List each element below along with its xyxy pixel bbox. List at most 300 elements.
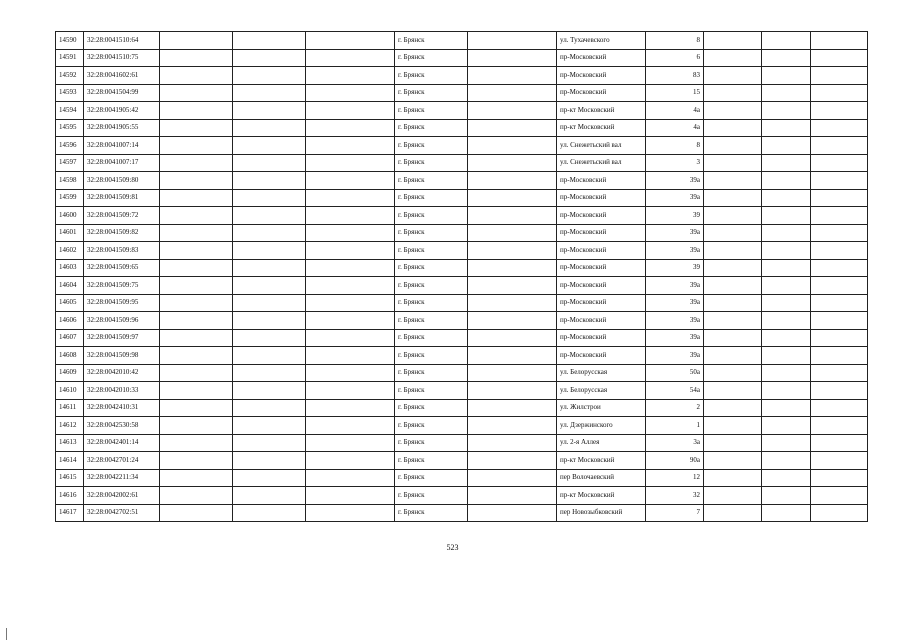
empty-cell xyxy=(704,434,762,452)
row-number-cell: 14601 xyxy=(56,224,84,242)
empty-cell xyxy=(762,382,811,400)
empty-cell xyxy=(762,504,811,522)
street-cell: пр-Московский xyxy=(557,172,646,190)
empty-cell xyxy=(811,172,868,190)
table-row xyxy=(56,32,868,50)
empty-cell xyxy=(468,277,557,295)
empty-cell xyxy=(811,32,868,50)
empty-cell xyxy=(704,67,762,85)
table-body xyxy=(56,32,868,522)
row-number-cell: 14593 xyxy=(56,84,84,102)
empty-cell xyxy=(762,277,811,295)
empty-cell xyxy=(811,452,868,470)
table-row xyxy=(56,67,868,85)
table-row xyxy=(56,504,868,522)
empty-cell xyxy=(811,119,868,137)
empty-cell xyxy=(306,364,395,382)
house-number-cell: 4а xyxy=(646,102,704,120)
empty-cell xyxy=(811,417,868,435)
empty-cell xyxy=(160,207,233,225)
empty-cell xyxy=(233,277,306,295)
empty-cell xyxy=(160,259,233,277)
cadastral-number-cell: 32:28:0042702:51 xyxy=(84,504,160,522)
city-cell: г. Брянск xyxy=(395,189,468,207)
empty-cell xyxy=(160,67,233,85)
street-cell: пр-Московский xyxy=(557,294,646,312)
cadastral-number-cell: 32:28:0041509:81 xyxy=(84,189,160,207)
empty-cell xyxy=(306,172,395,190)
empty-cell xyxy=(704,119,762,137)
empty-cell xyxy=(762,224,811,242)
empty-cell xyxy=(704,32,762,50)
empty-cell xyxy=(762,452,811,470)
city-cell: г. Брянск xyxy=(395,84,468,102)
house-number-cell: 39а xyxy=(646,347,704,365)
empty-cell xyxy=(160,189,233,207)
empty-cell xyxy=(468,189,557,207)
house-number-cell: 2 xyxy=(646,399,704,417)
empty-cell xyxy=(468,504,557,522)
city-cell: г. Брянск xyxy=(395,487,468,505)
street-cell: ул. 2-я Аллея xyxy=(557,434,646,452)
house-number-cell: 3 xyxy=(646,154,704,172)
empty-cell xyxy=(306,504,395,522)
empty-cell xyxy=(306,32,395,50)
row-number-cell: 14594 xyxy=(56,102,84,120)
empty-cell xyxy=(468,452,557,470)
row-number-cell: 14608 xyxy=(56,347,84,365)
empty-cell xyxy=(306,67,395,85)
empty-cell xyxy=(811,259,868,277)
empty-cell xyxy=(762,32,811,50)
cadastral-number-cell: 32:28:0041509:83 xyxy=(84,242,160,260)
empty-cell xyxy=(468,119,557,137)
empty-cell xyxy=(704,417,762,435)
empty-cell xyxy=(233,347,306,365)
cadastral-number-cell: 32:28:0042002:61 xyxy=(84,487,160,505)
table-row xyxy=(56,399,868,417)
table-row xyxy=(56,84,868,102)
empty-cell xyxy=(468,224,557,242)
table-row xyxy=(56,259,868,277)
row-number-cell: 14597 xyxy=(56,154,84,172)
empty-cell xyxy=(233,259,306,277)
empty-cell xyxy=(160,154,233,172)
empty-cell xyxy=(762,119,811,137)
empty-cell xyxy=(704,137,762,155)
table-row xyxy=(56,224,868,242)
empty-cell xyxy=(233,189,306,207)
empty-cell xyxy=(306,277,395,295)
house-number-cell: 39а xyxy=(646,224,704,242)
street-cell: пр-Московский xyxy=(557,49,646,67)
table-row xyxy=(56,364,868,382)
row-number-cell: 14592 xyxy=(56,67,84,85)
empty-cell xyxy=(160,172,233,190)
cadastral-number-cell: 32:28:0041007:17 xyxy=(84,154,160,172)
cadastral-number-cell: 32:28:0041509:97 xyxy=(84,329,160,347)
scan-edge-mark xyxy=(6,628,7,640)
empty-cell xyxy=(160,469,233,487)
row-number-cell: 14607 xyxy=(56,329,84,347)
empty-cell xyxy=(306,102,395,120)
house-number-cell: 15 xyxy=(646,84,704,102)
empty-cell xyxy=(233,32,306,50)
row-number-cell: 14590 xyxy=(56,32,84,50)
empty-cell xyxy=(762,172,811,190)
empty-cell xyxy=(233,119,306,137)
empty-cell xyxy=(306,137,395,155)
empty-cell xyxy=(762,189,811,207)
empty-cell xyxy=(233,364,306,382)
empty-cell xyxy=(704,347,762,365)
empty-cell xyxy=(306,329,395,347)
empty-cell xyxy=(704,259,762,277)
empty-cell xyxy=(233,67,306,85)
cadastral-number-cell: 32:28:0042530:58 xyxy=(84,417,160,435)
city-cell: г. Брянск xyxy=(395,364,468,382)
street-cell: ул. Снежетьский вал xyxy=(557,154,646,172)
table-row xyxy=(56,434,868,452)
street-cell: пр-кт Московский xyxy=(557,119,646,137)
empty-cell xyxy=(762,242,811,260)
row-number-cell: 14617 xyxy=(56,504,84,522)
street-cell: пр-Московский xyxy=(557,259,646,277)
empty-cell xyxy=(160,312,233,330)
empty-cell xyxy=(811,67,868,85)
empty-cell xyxy=(811,294,868,312)
cadastral-number-cell: 32:28:0041509:98 xyxy=(84,347,160,365)
empty-cell xyxy=(811,434,868,452)
empty-cell xyxy=(704,224,762,242)
table-row xyxy=(56,329,868,347)
empty-cell xyxy=(160,347,233,365)
empty-cell xyxy=(704,172,762,190)
cadastral-number-cell: 32:28:0041007:14 xyxy=(84,137,160,155)
city-cell: г. Брянск xyxy=(395,67,468,85)
empty-cell xyxy=(704,312,762,330)
city-cell: г. Брянск xyxy=(395,32,468,50)
empty-cell xyxy=(762,312,811,330)
cadastral-number-cell: 32:28:0041509:96 xyxy=(84,312,160,330)
house-number-cell: 8 xyxy=(646,137,704,155)
row-number-cell: 14604 xyxy=(56,277,84,295)
empty-cell xyxy=(704,242,762,260)
empty-cell xyxy=(704,329,762,347)
row-number-cell: 14614 xyxy=(56,452,84,470)
house-number-cell: 54а xyxy=(646,382,704,400)
row-number-cell: 14591 xyxy=(56,49,84,67)
empty-cell xyxy=(233,294,306,312)
empty-cell xyxy=(762,364,811,382)
city-cell: г. Брянск xyxy=(395,242,468,260)
empty-cell xyxy=(233,487,306,505)
house-number-cell: 83 xyxy=(646,67,704,85)
empty-cell xyxy=(468,137,557,155)
cadastral-number-cell: 32:28:0041510:64 xyxy=(84,32,160,50)
street-cell: ул. Дзержинского xyxy=(557,417,646,435)
cadastral-number-cell: 32:28:0041504:99 xyxy=(84,84,160,102)
empty-cell xyxy=(468,259,557,277)
cadastral-number-cell: 32:28:0042010:42 xyxy=(84,364,160,382)
empty-cell xyxy=(306,434,395,452)
empty-cell xyxy=(468,49,557,67)
empty-cell xyxy=(306,259,395,277)
empty-cell xyxy=(160,399,233,417)
empty-cell xyxy=(468,294,557,312)
empty-cell xyxy=(762,417,811,435)
row-number-cell: 14600 xyxy=(56,207,84,225)
empty-cell xyxy=(306,207,395,225)
empty-cell xyxy=(811,242,868,260)
house-number-cell: 39а xyxy=(646,189,704,207)
empty-cell xyxy=(160,504,233,522)
house-number-cell: 39а xyxy=(646,172,704,190)
table-row xyxy=(56,137,868,155)
row-number-cell: 14615 xyxy=(56,469,84,487)
empty-cell xyxy=(160,32,233,50)
city-cell: г. Брянск xyxy=(395,154,468,172)
street-cell: ул. Снежетьский вал xyxy=(557,137,646,155)
empty-cell xyxy=(811,207,868,225)
table-row xyxy=(56,189,868,207)
empty-cell xyxy=(811,224,868,242)
house-number-cell: 32 xyxy=(646,487,704,505)
row-number-cell: 14599 xyxy=(56,189,84,207)
empty-cell xyxy=(233,84,306,102)
cadastral-number-cell: 32:28:0041510:75 xyxy=(84,49,160,67)
house-number-cell: 1 xyxy=(646,417,704,435)
empty-cell xyxy=(306,399,395,417)
empty-cell xyxy=(233,399,306,417)
empty-cell xyxy=(233,504,306,522)
city-cell: г. Брянск xyxy=(395,329,468,347)
empty-cell xyxy=(704,452,762,470)
cadastral-number-cell: 32:28:0041509:95 xyxy=(84,294,160,312)
empty-cell xyxy=(811,84,868,102)
empty-cell xyxy=(811,137,868,155)
house-number-cell: 39 xyxy=(646,207,704,225)
table-row xyxy=(56,487,868,505)
empty-cell xyxy=(811,504,868,522)
house-number-cell: 12 xyxy=(646,469,704,487)
empty-cell xyxy=(233,312,306,330)
empty-cell xyxy=(468,154,557,172)
empty-cell xyxy=(811,382,868,400)
empty-cell xyxy=(306,312,395,330)
empty-cell xyxy=(811,364,868,382)
empty-cell xyxy=(704,207,762,225)
empty-cell xyxy=(468,347,557,365)
city-cell: г. Брянск xyxy=(395,399,468,417)
row-number-cell: 14609 xyxy=(56,364,84,382)
row-number-cell: 14595 xyxy=(56,119,84,137)
empty-cell xyxy=(468,469,557,487)
empty-cell xyxy=(160,242,233,260)
city-cell: г. Брянск xyxy=(395,172,468,190)
cadastral-number-cell: 32:28:0041905:42 xyxy=(84,102,160,120)
row-number-cell: 14616 xyxy=(56,487,84,505)
empty-cell xyxy=(811,469,868,487)
empty-cell xyxy=(160,119,233,137)
empty-cell xyxy=(704,469,762,487)
house-number-cell: 39а xyxy=(646,277,704,295)
empty-cell xyxy=(762,329,811,347)
empty-cell xyxy=(160,417,233,435)
house-number-cell: 6 xyxy=(646,49,704,67)
street-cell: пр-Московский xyxy=(557,84,646,102)
empty-cell xyxy=(762,207,811,225)
street-cell: пр-Московский xyxy=(557,312,646,330)
empty-cell xyxy=(811,312,868,330)
empty-cell xyxy=(468,417,557,435)
empty-cell xyxy=(306,417,395,435)
empty-cell xyxy=(762,84,811,102)
registry-table xyxy=(55,31,868,522)
city-cell: г. Брянск xyxy=(395,207,468,225)
empty-cell xyxy=(762,67,811,85)
empty-cell xyxy=(704,364,762,382)
table-row xyxy=(56,154,868,172)
empty-cell xyxy=(160,277,233,295)
empty-cell xyxy=(704,84,762,102)
street-cell: ул. Белорусская xyxy=(557,364,646,382)
city-cell: г. Брянск xyxy=(395,102,468,120)
empty-cell xyxy=(306,49,395,67)
empty-cell xyxy=(160,434,233,452)
cadastral-number-cell: 32:28:0041509:65 xyxy=(84,259,160,277)
city-cell: г. Брянск xyxy=(395,469,468,487)
house-number-cell: 39а xyxy=(646,329,704,347)
street-cell: пр-кт Московский xyxy=(557,452,646,470)
empty-cell xyxy=(306,224,395,242)
empty-cell xyxy=(233,417,306,435)
empty-cell xyxy=(233,242,306,260)
row-number-cell: 14603 xyxy=(56,259,84,277)
street-cell: пер Новозыбковский xyxy=(557,504,646,522)
house-number-cell: 90а xyxy=(646,452,704,470)
street-cell: пр-кт Московский xyxy=(557,102,646,120)
street-cell: пер Волочаевский xyxy=(557,469,646,487)
empty-cell xyxy=(306,294,395,312)
empty-cell xyxy=(160,102,233,120)
empty-cell xyxy=(704,294,762,312)
empty-cell xyxy=(160,137,233,155)
empty-cell xyxy=(762,102,811,120)
street-cell: пр-кт Московский xyxy=(557,487,646,505)
empty-cell xyxy=(160,49,233,67)
page-number: 523 xyxy=(446,543,459,552)
empty-cell xyxy=(160,294,233,312)
empty-cell xyxy=(704,399,762,417)
empty-cell xyxy=(704,487,762,505)
street-cell: ул. Белорусская xyxy=(557,382,646,400)
empty-cell xyxy=(811,329,868,347)
table-row xyxy=(56,347,868,365)
empty-cell xyxy=(306,452,395,470)
cadastral-number-cell: 32:28:0041509:80 xyxy=(84,172,160,190)
table-row xyxy=(56,207,868,225)
table-row xyxy=(56,172,868,190)
cadastral-number-cell: 32:28:0041602:61 xyxy=(84,67,160,85)
city-cell: г. Брянск xyxy=(395,434,468,452)
empty-cell xyxy=(762,469,811,487)
empty-cell xyxy=(811,102,868,120)
empty-cell xyxy=(704,49,762,67)
city-cell: г. Брянск xyxy=(395,49,468,67)
empty-cell xyxy=(811,49,868,67)
street-cell: пр-Московский xyxy=(557,329,646,347)
empty-cell xyxy=(762,434,811,452)
house-number-cell: 39а xyxy=(646,294,704,312)
row-number-cell: 14610 xyxy=(56,382,84,400)
cadastral-number-cell: 32:28:0041509:75 xyxy=(84,277,160,295)
cadastral-number-cell: 32:28:0041905:55 xyxy=(84,119,160,137)
house-number-cell: 3а xyxy=(646,434,704,452)
empty-cell xyxy=(468,172,557,190)
city-cell: г. Брянск xyxy=(395,259,468,277)
empty-cell xyxy=(704,154,762,172)
cadastral-number-cell: 32:28:0042401:14 xyxy=(84,434,160,452)
row-number-cell: 14602 xyxy=(56,242,84,260)
city-cell: г. Брянск xyxy=(395,119,468,137)
row-number-cell: 14606 xyxy=(56,312,84,330)
empty-cell xyxy=(762,294,811,312)
row-number-cell: 14612 xyxy=(56,417,84,435)
empty-cell xyxy=(233,49,306,67)
empty-cell xyxy=(233,137,306,155)
empty-cell xyxy=(306,382,395,400)
empty-cell xyxy=(704,102,762,120)
empty-cell xyxy=(468,207,557,225)
empty-cell xyxy=(762,399,811,417)
house-number-cell: 50а xyxy=(646,364,704,382)
street-cell: пр-Московский xyxy=(557,207,646,225)
house-number-cell: 8 xyxy=(646,32,704,50)
city-cell: г. Брянск xyxy=(395,277,468,295)
table-row xyxy=(56,312,868,330)
city-cell: г. Брянск xyxy=(395,504,468,522)
table-row xyxy=(56,382,868,400)
empty-cell xyxy=(468,32,557,50)
empty-cell xyxy=(306,119,395,137)
table-row xyxy=(56,417,868,435)
empty-cell xyxy=(468,434,557,452)
city-cell: г. Брянск xyxy=(395,224,468,242)
city-cell: г. Брянск xyxy=(395,137,468,155)
empty-cell xyxy=(468,84,557,102)
empty-cell xyxy=(704,382,762,400)
table-row xyxy=(56,277,868,295)
row-number-cell: 14611 xyxy=(56,399,84,417)
house-number-cell: 39 xyxy=(646,259,704,277)
street-cell: пр-Московский xyxy=(557,224,646,242)
empty-cell xyxy=(306,242,395,260)
empty-cell xyxy=(762,49,811,67)
empty-cell xyxy=(704,189,762,207)
cadastral-number-cell: 32:28:0041509:82 xyxy=(84,224,160,242)
street-cell: пр-Московский xyxy=(557,277,646,295)
house-number-cell: 4а xyxy=(646,119,704,137)
empty-cell xyxy=(160,487,233,505)
empty-cell xyxy=(233,207,306,225)
empty-cell xyxy=(811,347,868,365)
row-number-cell: 14596 xyxy=(56,137,84,155)
empty-cell xyxy=(233,172,306,190)
house-number-cell: 7 xyxy=(646,504,704,522)
empty-cell xyxy=(762,347,811,365)
empty-cell xyxy=(233,452,306,470)
